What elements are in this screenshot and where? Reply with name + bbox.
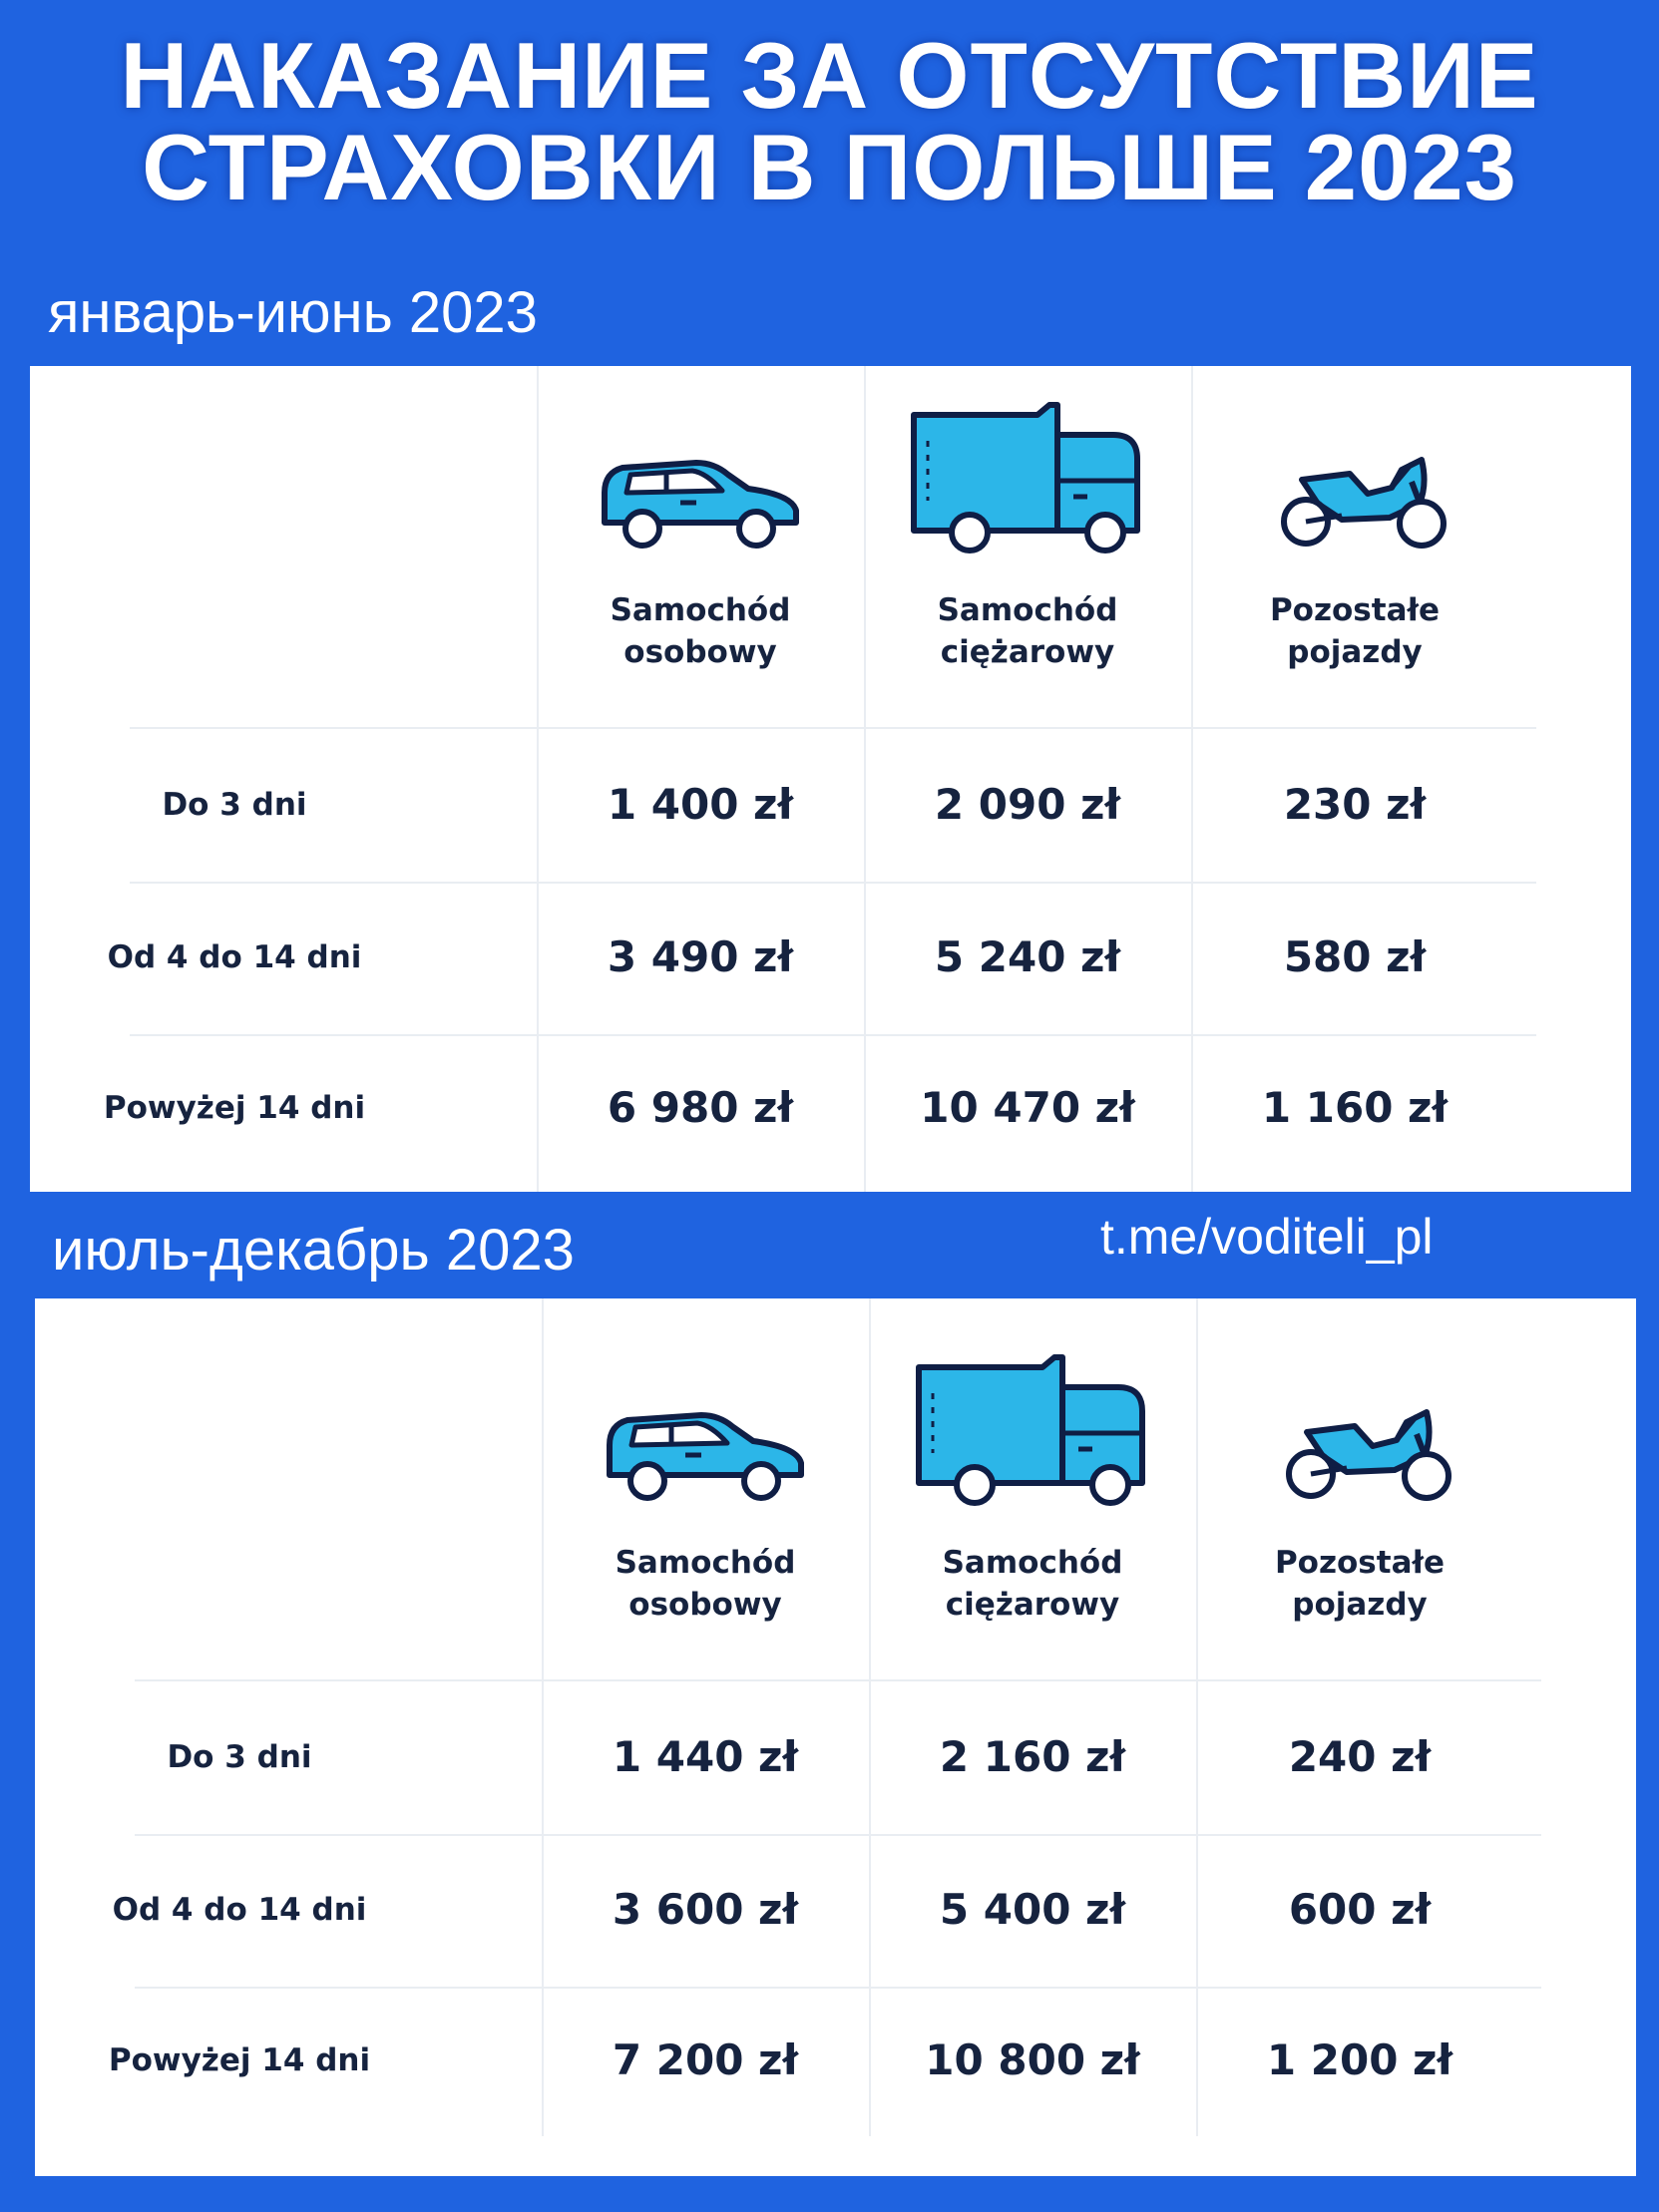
column-header-line: osobowy xyxy=(628,1587,782,1623)
column-header-line: Pozostałe xyxy=(1274,1545,1446,1581)
fine-value: 230 zł xyxy=(1283,780,1427,829)
page-title xyxy=(0,23,1659,219)
fine-value: 7 200 zł xyxy=(612,2035,799,2084)
column-divider xyxy=(542,1298,544,2136)
telegram-link[interactable]: t.me/voditeli_pl xyxy=(1100,1209,1434,1265)
fine-table-second-half xyxy=(35,1298,1636,2176)
column-header-line: ciężarowy xyxy=(945,1587,1120,1623)
period-label-first-half: январь-июнь 2023 xyxy=(48,280,538,345)
column-header-line: pojazdy xyxy=(1292,1587,1428,1623)
motorcycle-icon xyxy=(1277,1396,1456,1506)
column-divider xyxy=(537,366,539,1192)
row-label-over-14-days: Powyżej 14 dni xyxy=(103,1090,366,1126)
column-divider xyxy=(869,1298,871,2136)
column-header-line: Samochód xyxy=(937,592,1118,628)
page-title-line-2: СТРАХОВКИ В ПОЛЬШЕ 2023 xyxy=(142,115,1517,219)
column-header-passenger-car xyxy=(538,589,863,673)
row-label-over-14-days: Powyżej 14 dni xyxy=(108,2042,371,2078)
fine-value: 10 470 zł xyxy=(920,1083,1135,1132)
row-label-up-to-3-days: Do 3 dni xyxy=(162,787,307,823)
fine-value: 1 440 zł xyxy=(612,1732,799,1781)
row-divider xyxy=(135,1834,1541,1836)
fine-value: 1 160 zł xyxy=(1261,1083,1449,1132)
column-header-line: Samochód xyxy=(610,592,791,628)
car-icon xyxy=(597,451,806,551)
column-header-other-vehicles xyxy=(1197,1542,1522,1626)
car-icon xyxy=(602,1403,811,1503)
column-header-other-vehicles xyxy=(1192,589,1517,673)
row-divider xyxy=(130,727,1536,729)
column-header-line: osobowy xyxy=(623,634,777,670)
fine-value: 6 980 zł xyxy=(607,1083,794,1132)
period-label-second-half: июль-декабрь 2023 xyxy=(52,1218,575,1283)
fine-value: 5 400 zł xyxy=(939,1885,1126,1934)
fine-value: 1 200 zł xyxy=(1266,2035,1453,2084)
column-header-line: Samochód xyxy=(615,1545,796,1581)
column-divider xyxy=(1196,1298,1198,2136)
row-label-4-to-14-days: Od 4 do 14 dni xyxy=(112,1892,367,1928)
fine-table-first-half xyxy=(30,366,1631,1192)
column-divider xyxy=(1191,366,1193,1192)
fine-value: 2 160 zł xyxy=(939,1732,1126,1781)
column-divider xyxy=(864,366,866,1192)
fine-value: 10 800 zł xyxy=(925,2035,1140,2084)
fine-value: 2 090 zł xyxy=(934,780,1121,829)
fine-value: 3 490 zł xyxy=(607,932,794,981)
row-label-4-to-14-days: Od 4 do 14 dni xyxy=(107,939,362,975)
row-divider xyxy=(130,882,1536,884)
column-header-truck xyxy=(865,589,1190,673)
fine-value: 1 400 zł xyxy=(607,780,794,829)
fine-value: 580 zł xyxy=(1283,932,1427,981)
column-header-line: Pozostałe xyxy=(1269,592,1441,628)
column-header-line: pojazdy xyxy=(1287,634,1423,670)
row-divider xyxy=(130,1034,1536,1036)
row-divider xyxy=(135,1679,1541,1681)
motorcycle-icon xyxy=(1272,444,1452,553)
column-header-line: Samochód xyxy=(942,1545,1123,1581)
column-header-line: ciężarowy xyxy=(940,634,1115,670)
fine-value: 3 600 zł xyxy=(612,1885,799,1934)
column-header-truck xyxy=(870,1542,1195,1626)
fine-value: 5 240 zł xyxy=(934,932,1121,981)
truck-icon xyxy=(908,401,1147,560)
page-title-line-1: НАКАЗАНИЕ ЗА ОТСУТСТВИЕ xyxy=(120,23,1539,128)
fine-value: 240 zł xyxy=(1288,1732,1432,1781)
fine-value: 600 zł xyxy=(1288,1885,1432,1934)
column-header-passenger-car xyxy=(543,1542,868,1626)
truck-icon xyxy=(913,1353,1152,1513)
row-label-up-to-3-days: Do 3 dni xyxy=(167,1739,312,1775)
row-divider xyxy=(135,1987,1541,1989)
